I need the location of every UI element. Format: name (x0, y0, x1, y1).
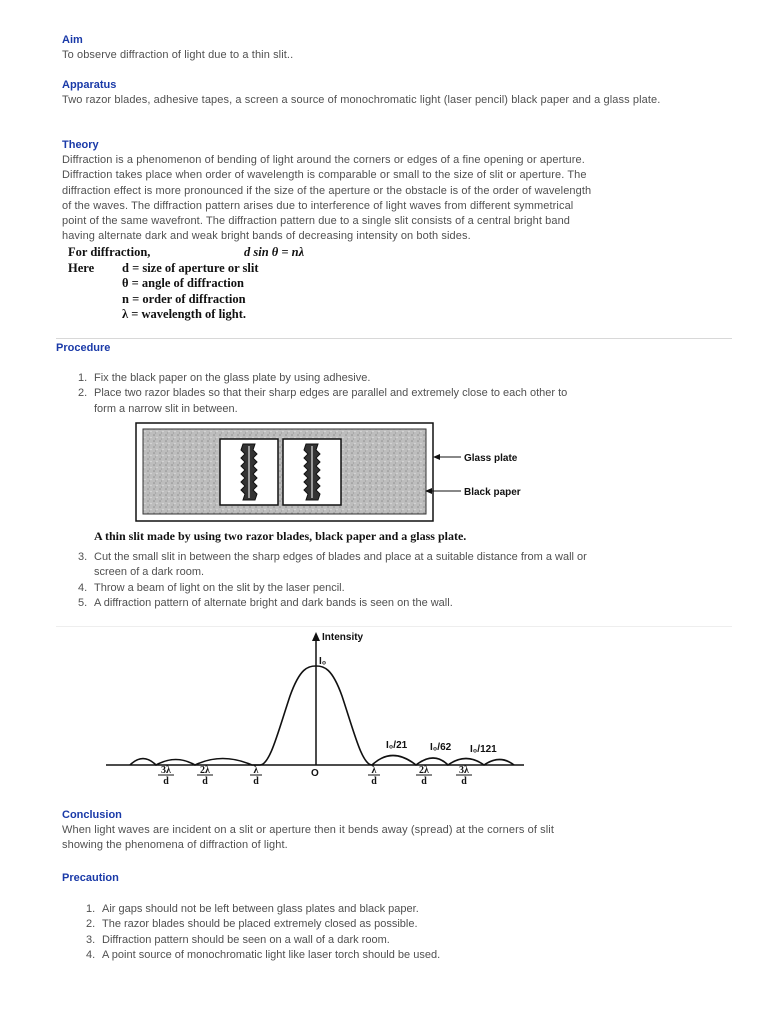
svg-text:3λ: 3λ (161, 765, 171, 776)
y-axis-label: Intensity (322, 632, 364, 643)
list-item (86, 948, 736, 963)
tick-label-right-1 (368, 765, 380, 787)
svg-text:d: d (371, 776, 377, 787)
svg-text:3λ: 3λ (459, 765, 469, 776)
svg-text:2λ: 2λ (200, 765, 210, 776)
conclusion-heading: Conclusion (62, 809, 122, 821)
item-text: Diffraction pattern should be seen on a wall of a dark room. (102, 933, 390, 946)
central-peak-label: I₀ (319, 656, 327, 667)
theory-line: Diffraction takes place when order of wavelength is comparable or small to the size of slit or aperture. The (62, 169, 587, 182)
formula-def: n = order of diffraction (122, 291, 246, 306)
tick-label-right-3 (456, 765, 472, 787)
precaution-heading: Precaution (62, 872, 119, 884)
step-text: A diffraction pattern of alternate bright and dark bands is seen on the wall. (94, 597, 453, 610)
tick-label-left-1 (250, 765, 262, 787)
theory-line: having alternate dark and weak bright bands of decreasing intensity on both sides. (62, 230, 471, 243)
conclusion-text (62, 823, 742, 854)
item-text: A point source of monochromatic light like laser torch should be used. (102, 949, 441, 962)
item-text: The razor blades should be placed extremely closed as possible. (102, 918, 418, 931)
theory-line: of the waves. The diffraction pattern arises due to interference of light waves from different symmetrical (62, 199, 574, 212)
procedure-heading: Procedure (56, 342, 111, 354)
conclusion-line: When light waves are incident on a slit or aperture then it bends away (spread) at the corners of slit (62, 824, 555, 836)
step-text: Cut the small slit in between the sharp edges of blades and place at a suitable distance from a wall or (94, 551, 587, 563)
svg-text:λ: λ (253, 765, 259, 776)
step-text: Fix the black paper on the glass plate by using adhesive. (94, 372, 371, 384)
tick-label-left-2 (197, 765, 213, 787)
secondary-peak-label: I₀/62 (430, 742, 452, 753)
svg-text:d: d (421, 776, 427, 787)
svg-text:d: d (202, 776, 208, 787)
diffraction-formula (68, 245, 368, 323)
list-item (78, 550, 738, 581)
item-number: 1. (86, 903, 96, 915)
intensity-pattern-plot (100, 628, 530, 788)
intensity-curve (130, 666, 514, 765)
step-number: 4. (78, 581, 88, 594)
list-item (86, 917, 736, 932)
razor-blade-left (220, 439, 278, 505)
y-axis-arrow (312, 632, 320, 641)
theory-line: point of the same wavefront. The diffraction pattern due to a single slit consists of a central bright band (62, 215, 571, 228)
glass-plate-label: Glass plate (464, 453, 518, 464)
formula-def: λ = wavelength of light. (122, 307, 247, 321)
formula-here-label: Here (68, 260, 95, 275)
apparatus-heading: Apparatus (62, 79, 117, 91)
secondary-peak-label: I₀/121 (470, 744, 497, 755)
theory-text (62, 153, 742, 245)
tick-label-left-3 (158, 765, 174, 787)
step-number: 2. (78, 387, 88, 400)
aim-heading: Aim (62, 34, 83, 46)
item-number: 2. (86, 918, 96, 931)
list-item (78, 596, 738, 611)
step-number: 5. (78, 597, 88, 610)
black-paper-label: Black paper (464, 487, 521, 498)
item-number: 3. (86, 933, 96, 946)
list-item (86, 902, 736, 917)
item-number: 4. (86, 949, 96, 962)
razor-blade-right (283, 439, 341, 505)
svg-text:d: d (461, 776, 467, 787)
list-item (86, 933, 736, 948)
section-divider (56, 338, 732, 339)
conclusion-line: showing the phenomena of diffraction of light. (62, 839, 288, 852)
step-text: Place two razor blades so that their sharp edges are parallel and extremely close to each other to (94, 387, 568, 400)
formula-equation: d sin θ = nλ (244, 245, 305, 259)
apparatus-text: Two razor blades, adhesive tapes, a screen a source of monochromatic light (laser pencil) black paper and a glass plate. (62, 94, 661, 106)
step-text: Throw a beam of light on the slit by the laser pencil. (94, 581, 345, 594)
razor-slit-figure (135, 422, 545, 524)
formula-for-label: For diffraction, (68, 245, 151, 259)
procedure-steps-b (78, 550, 738, 612)
formula-def: d = size of aperture or slit (122, 260, 259, 275)
formula-def: θ = angle of diffraction (122, 276, 244, 290)
step-number: 1. (78, 372, 88, 384)
list-item (78, 386, 738, 417)
secondary-peak-label: I₀/21 (386, 740, 408, 751)
svg-text:λ: λ (371, 765, 377, 776)
procedure-steps-a (78, 371, 738, 417)
theory-heading: Theory (62, 139, 99, 151)
svg-text:d: d (253, 776, 259, 787)
item-text: Air gaps should not be left between glass plates and black paper. (102, 903, 419, 915)
step-text: screen of a dark room. (94, 566, 205, 579)
step-number: 3. (78, 551, 88, 563)
svg-text:d: d (163, 776, 169, 787)
precaution-list (86, 902, 736, 964)
theory-line: Diffraction is a phenomenon of bending of light around the corners or edges of a fine opening or aperture. (62, 154, 585, 166)
section-divider (56, 626, 732, 627)
theory-line: diffraction effect is more pronounced if the size of the aperture or the obstacle is of the order of wavelength (62, 184, 592, 197)
figure-caption: A thin slit made by using two razor blades, black paper and a glass plate. (94, 529, 467, 543)
svg-text:2λ: 2λ (419, 765, 429, 776)
step-text: form a narrow slit in between. (94, 402, 238, 415)
list-item (78, 371, 738, 386)
origin-label: O (311, 768, 319, 779)
list-item (78, 581, 738, 596)
aim-text: To observe diffraction of light due to a thin slit.. (62, 49, 294, 61)
tick-label-right-2 (416, 765, 432, 787)
